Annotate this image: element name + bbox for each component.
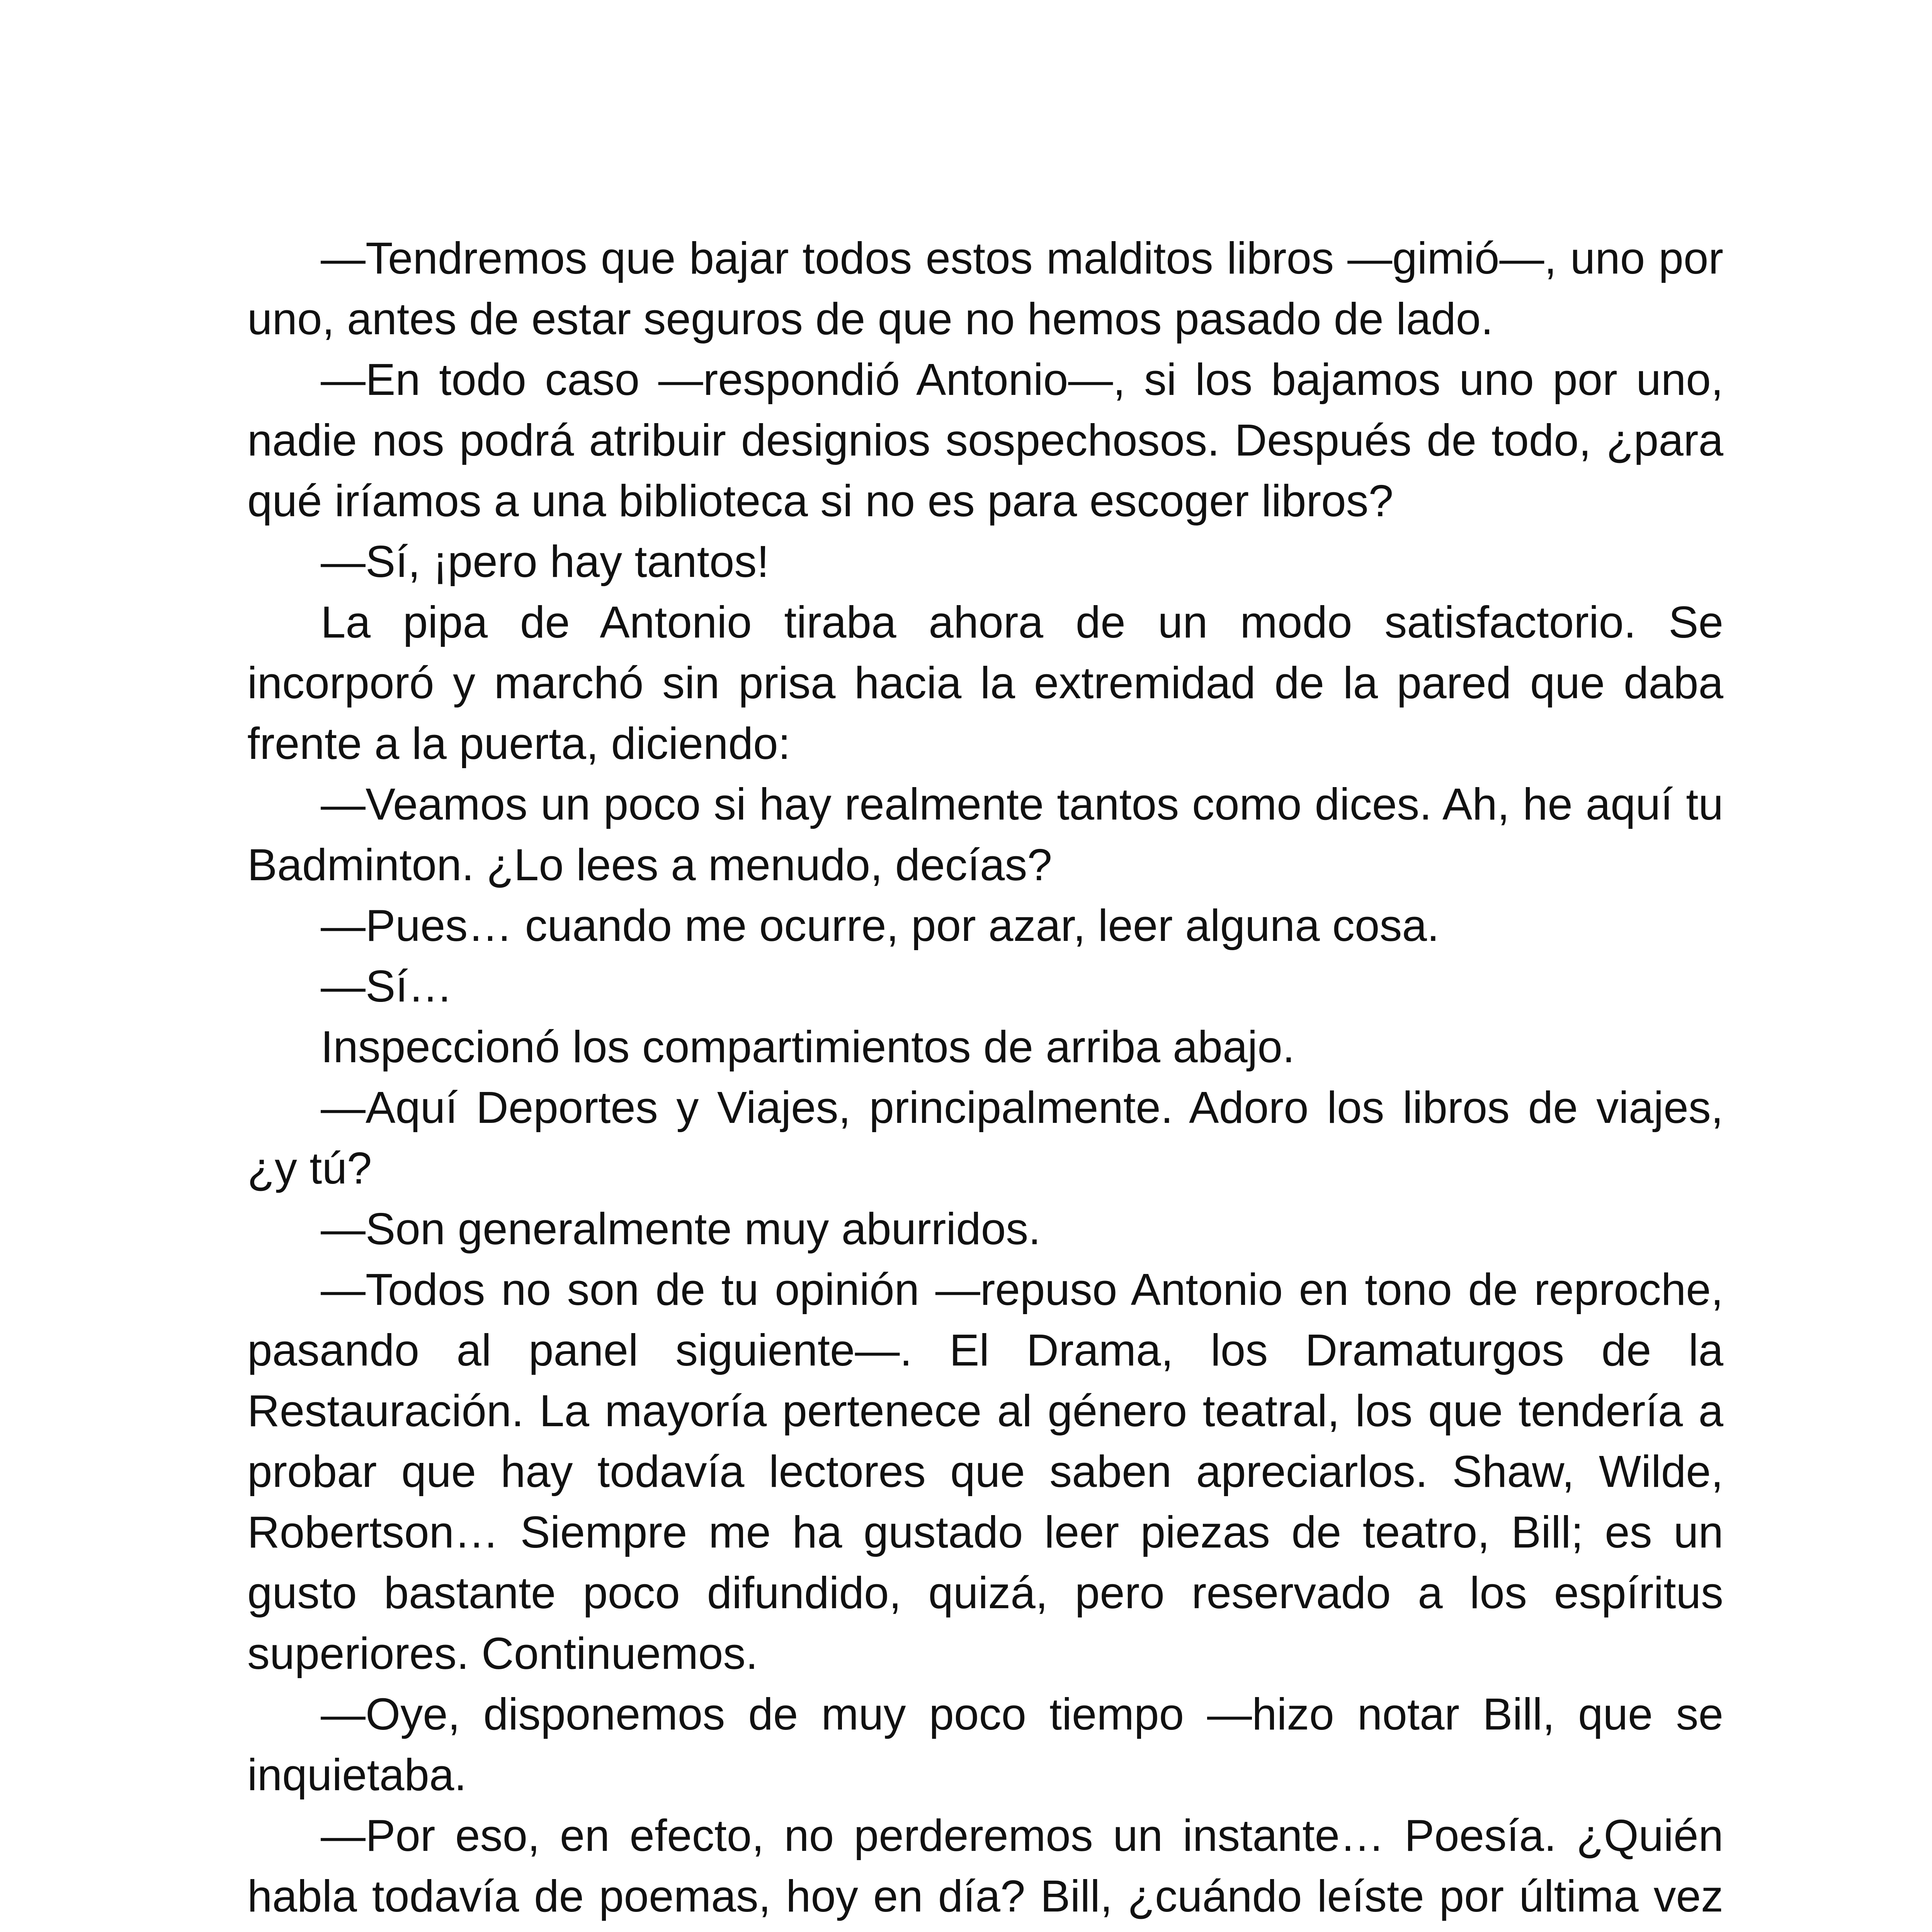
paragraph: La pipa de Antonio tiraba ahora de un modo satisfactorio. Se incorporó y marchó sin prisa hacia la extremidad de la pared que daba frente a la puerta, diciendo: — [247, 597, 1723, 769]
paragraph: —Aquí Deportes y Viajes, principalmente. Adoro los libros de viajes, ¿y tú? — [247, 1082, 1723, 1193]
paragraph: —Son generalmente muy aburridos. — [321, 1204, 1041, 1254]
paragraph: —Veamos un poco si hay realmente tantos como dices. Ah, he aquí tu Badminton. ¿Lo lees a menudo, decías? — [247, 779, 1723, 890]
paragraph: —Sí… — [321, 961, 453, 1011]
text-run: —Por eso, en efecto, no perderemos un instante… Poesía. ¿Quién habla todavía de poemas, hoy en día? Bill, ¿cuándo leíste por última vez — [247, 1810, 1723, 1921]
page-text — [247, 228, 1723, 1932]
paragraph: Inspeccionó los compartimientos de arriba abajo. — [321, 1022, 1295, 1072]
paragraph: —Sí, ¡pero hay tantos! — [321, 536, 769, 587]
paragraph: —Todos no son de tu opinión —repuso Antonio en tono de reproche, pasando al panel siguiente—. El Drama, los Dramaturgos de la Restauración. La mayoría pertenece al género teatral, los que tendería a probar que hay todavía lectores que saben apreciarlos. Shaw, Wilde, Robertson… Siempre me ha gustado leer piezas de teatro, Bill; es un gusto bastante poco difundido, quizá, pero reservado a los espíritus superiores. Continuemos. — [247, 1264, 1723, 1679]
paragraph — [247, 1805, 1723, 1932]
paragraph: —En todo caso —respondió Antonio—, si los bajamos uno por uno, nadie nos podrá atribuir designios sospechosos. Después de todo, ¿para qué iríamos a una biblioteca si no es para escoger libros? — [247, 354, 1723, 526]
paragraph: —Oye, disponemos de muy poco tiempo —hizo notar Bill, que se inquietaba. — [247, 1689, 1723, 1800]
paragraph: —Tendremos que bajar todos estos malditos libros —gimió—, uno por uno, antes de estar seguros de que no hemos pasado de lado. — [247, 233, 1723, 344]
paragraph: —Pues… cuando me ocurre, por azar, leer alguna cosa. — [321, 900, 1440, 951]
